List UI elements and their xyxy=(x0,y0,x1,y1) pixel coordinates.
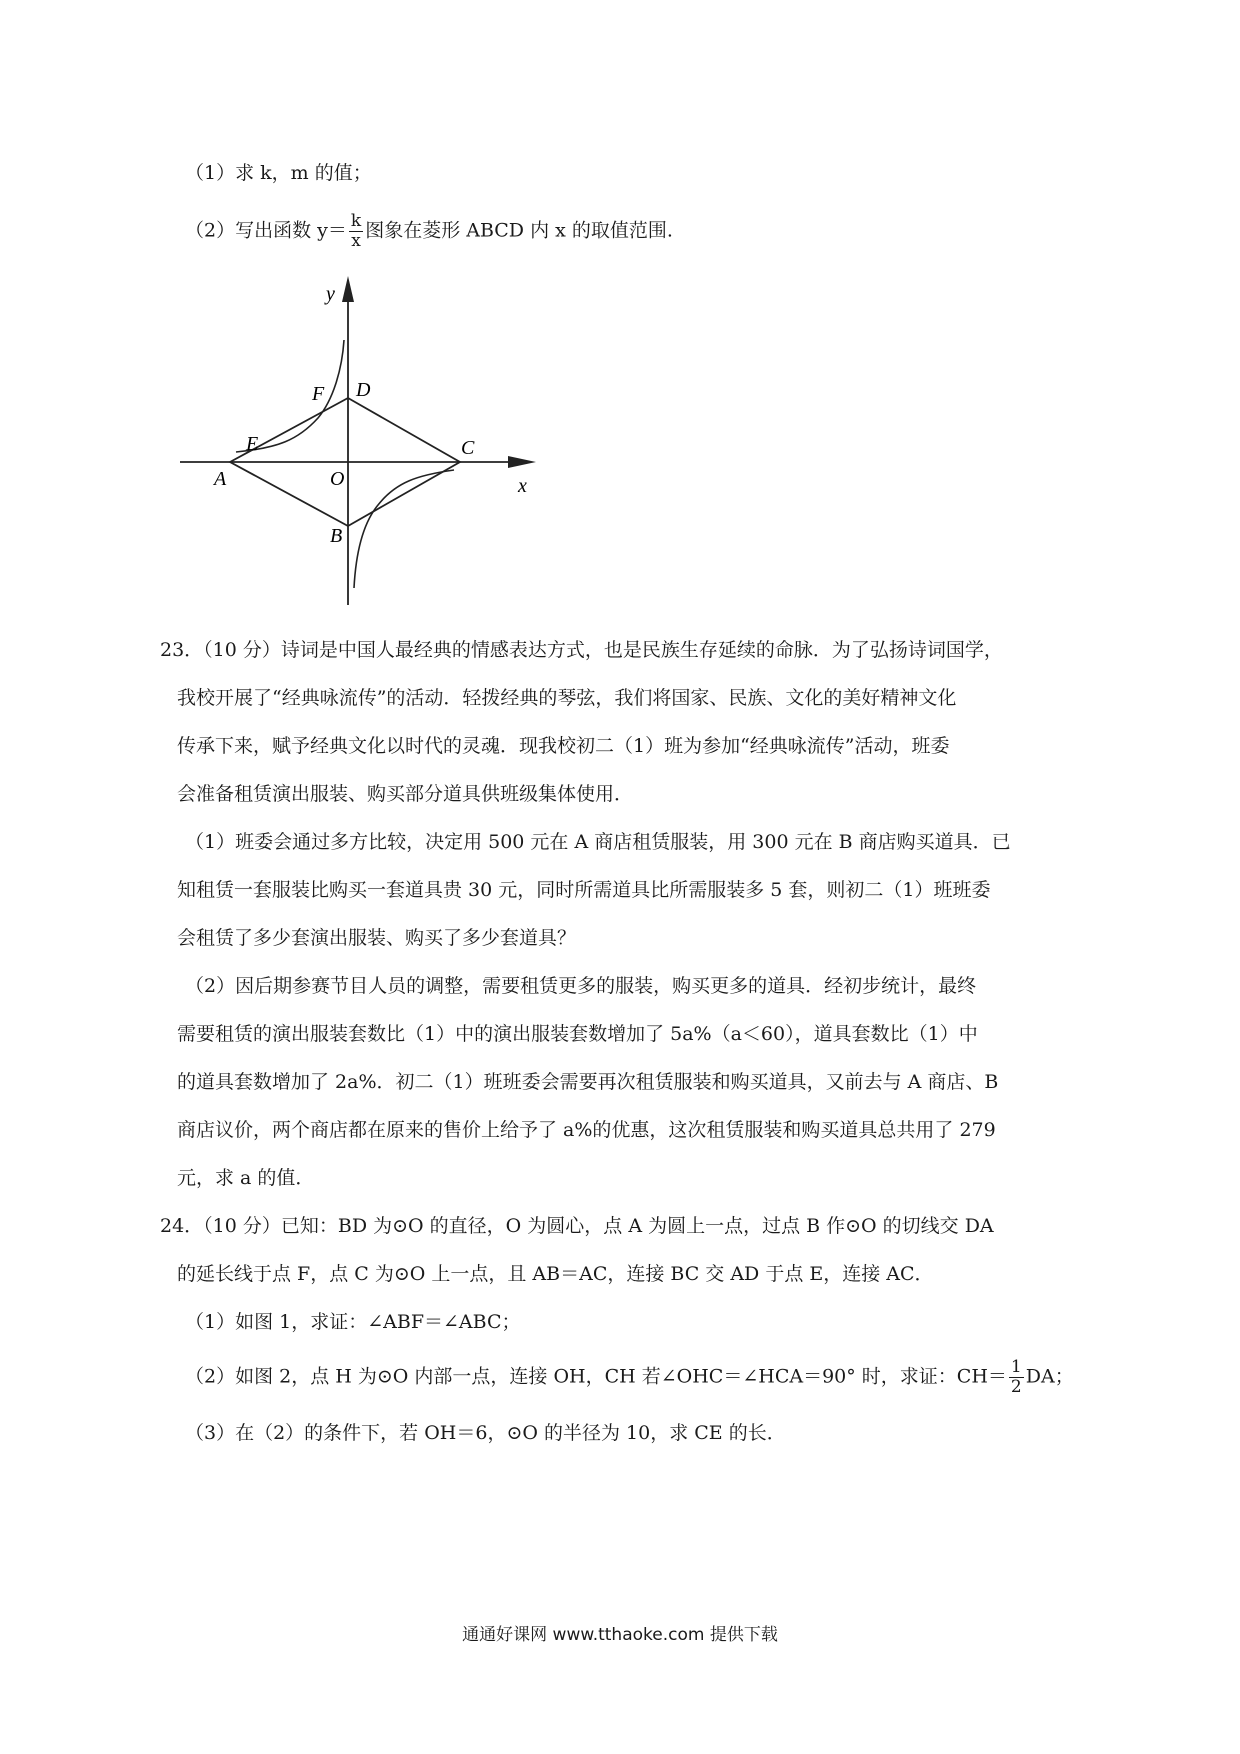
fraction-denominator: x xyxy=(351,231,361,251)
q24-line-1: 24．（10 分）已知：BD 为⊙O 的直径，O 为圆心，点 A 为圆上一点，过点 B 作⊙O 的切线交 DA xyxy=(160,1215,994,1237)
label-o: O xyxy=(330,468,345,490)
y-axis-arrow xyxy=(342,276,354,302)
fraction-k-over-x xyxy=(349,212,363,251)
q23-line-7: 会租赁了多少套演出服装、购买了多少套道具？ xyxy=(177,927,577,949)
label-f: F xyxy=(312,383,325,405)
rhombus-figure xyxy=(178,270,538,610)
q22-part2 xyxy=(185,212,673,251)
q22-part2-text: （2）写出函数 y＝ xyxy=(185,219,347,242)
label-e: E xyxy=(246,433,259,455)
q24-line-4-text-after: DA； xyxy=(1025,1365,1074,1388)
label-c: C xyxy=(461,437,475,459)
q23-line-4: 会准备租赁演出服装、购买部分道具供班级集体使用． xyxy=(177,783,634,805)
q23-line-5: （1）班委会通过多方比较，决定用 500 元在 A 商店租赁服装，用 300 元在 B 商店购买道具．已 xyxy=(185,831,1011,853)
q24-line-5: （3）在（2）的条件下，若 OH＝6，⊙O 的半径为 10，求 CE 的长． xyxy=(185,1422,786,1444)
label-d: D xyxy=(356,379,371,401)
q23-line-10: 的道具套数增加了 2a%．初二（1）班班委会需要再次租赁服装和购买道具，又前去与 A 商店、B xyxy=(177,1071,999,1093)
hyperbola-lower-branch xyxy=(354,470,454,588)
q23-line-2: 我校开展了“经典咏流传”的活动．轻拨经典的琴弦，我们将国家、民族、文化的美好精神文化 xyxy=(177,687,957,709)
q24-line-4-text: （2）如图 2，点 H 为⊙O 内部一点，连接 OH，CH 若∠OHC＝∠HCA＝90° 时，求证：CH＝ xyxy=(185,1365,1007,1388)
q22-part1: （1）求 k，m 的值； xyxy=(185,162,372,184)
fraction-numerator: k xyxy=(350,211,362,231)
q23-line-11: 商店议价，两个商店都在原来的售价上给予了 a%的优惠，这次租赁服装和购买道具总共用了 279 xyxy=(177,1119,996,1141)
page-footer: 通通好课网 www.tthaoke.com 提供下载 xyxy=(462,1625,778,1645)
q22-part2-text-after: 图象在菱形 ABCD 内 x 的取值范围. xyxy=(365,219,673,242)
q23-line-1: 23．（10 分）诗词是中国人最经典的情感表达方式，也是民族生存延续的命脉．为了弘扬诗词国学， xyxy=(160,639,1003,661)
label-b: B xyxy=(330,525,343,547)
q23-line-9: 需要租赁的演出服装套数比（1）中的演出服装套数增加了 5a%（a＜60），道具套数比（1）中 xyxy=(177,1023,978,1045)
q24-line-3: （1）如图 1，求证：∠ABF＝∠ABC； xyxy=(185,1311,521,1333)
q24-line-2: 的延长线于点 F，点 C 为⊙O 上一点，且 AB＝AC，连接 BC 交 AD 于点 E，连接 AC． xyxy=(177,1263,934,1285)
label-a: A xyxy=(214,468,227,490)
fraction-one-half xyxy=(1009,1358,1024,1397)
fraction-numerator: 1 xyxy=(1010,1357,1022,1377)
q23-line-12: 元，求 a 的值． xyxy=(177,1167,315,1189)
rhombus-diagram xyxy=(178,270,538,610)
q23-line-3: 传承下来，赋予经典文化以时代的灵魂．现我校初二（1）班为参加“经典咏流传”活动，班委 xyxy=(177,735,950,757)
fraction-denominator: 2 xyxy=(1010,1377,1022,1397)
q23-line-8: （2）因后期参赛节目人员的调整，需要租赁更多的服装，购买更多的道具．经初步统计，最终 xyxy=(185,975,977,997)
label-y: y xyxy=(326,283,335,305)
x-axis-arrow xyxy=(508,456,536,468)
q24-line-4 xyxy=(185,1358,1074,1397)
label-x: x xyxy=(518,475,527,497)
q23-line-6: 知租赁一套服装比购买一套道具贵 30 元，同时所需道具比所需服装多 5 套，则初二（1）班班委 xyxy=(177,879,991,901)
